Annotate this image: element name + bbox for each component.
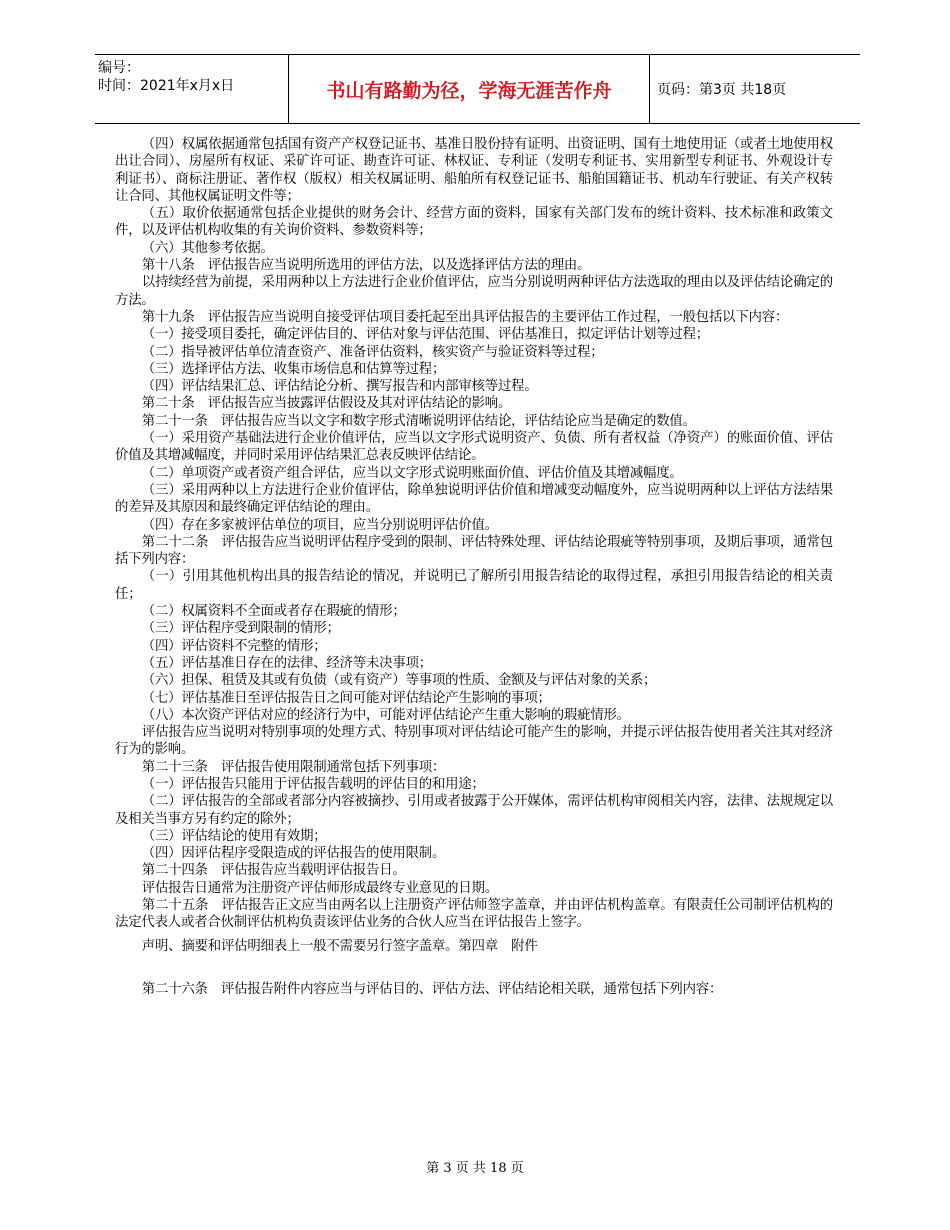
paragraph: （五）取价依据通常包括企业提供的财务会计、经营方面的资料，国家有关部门发布的统计资料、技术标准和政策文件，以及评估机构收集的有关询价资料、参数资料等；	[115, 206, 833, 239]
paragraph: （一）引用其他机构出具的报告结论的情况，并说明已了解所引用报告结论的取得过程，承担引用报告结论的相关责任；	[115, 569, 833, 602]
paragraph: （一）评估报告只能用于评估报告载明的评估目的和用途；	[141, 776, 485, 792]
paragraph: （四）权属依据通常包括国有资产产权登记证书、基准日股份持有证明、出资证明、国有土地使用证（或者土地使用权出让合同）、房屋所有权证、采矿许可证、勘查许可证、林权证、专利证（发明专利证书、实用新型专利证书、外观设计专利证书）、商标注册证、著作权（版权）相关权属证明、船舶所有权登记证书、船舶国籍证书、机动车行驶证、有关产权转让合同、其他权属证明文件等；	[115, 137, 833, 204]
paragraph: （四）存在多家被评估单位的项目，应当分别说明评估价值。	[141, 517, 498, 533]
paragraph: 第二十五条 评估报告正文应当由两名以上注册资产评估师签字盖章，并由评估机构盖章。有限责任公司制评估机构的法定代表人或者合伙制评估机构负责该评估业务的合伙人应当在评估报告上签字。	[115, 898, 833, 931]
paragraph: 评估报告应当说明对特别事项的处理方式、特别事项对评估结论可能产生的影响，并提示评估报告使用者关注其对经济行为的影响。	[115, 725, 833, 758]
paragraph: （三）评估程序受到限制的情形；	[141, 621, 340, 637]
paragraph: （二）权属资料不全面或者存在瑕疵的情形；	[141, 604, 406, 620]
paragraph: （五）评估基准日存在的法律、经济等未决事项；	[141, 655, 432, 671]
header-number-label: 编号：	[98, 60, 140, 76]
paragraph: 第二十三条 评估报告使用限制通常包括下列事项：	[141, 759, 446, 775]
paragraph: （六）其他参考依据。	[141, 240, 274, 256]
page-footer: 第 3 页 共 18 页	[426, 1161, 524, 1176]
paragraph: （六）担保、租赁及其或有负债（或有资产）等事项的性质、金额及与评估对象的关系；	[141, 673, 657, 689]
paragraph: 第二十六条 评估报告附件内容应当与评估目的、评估方法、评估结论相关联，通常包括下列内容：	[141, 981, 723, 997]
document-body	[115, 136, 833, 998]
paragraph: （一）采用资产基础法进行企业价值评估，应当以文字形式说明资产、负债、所有者权益（净资产）的账面价值、评估价值及其增减幅度，并同时采用评估结果汇总表反映评估结论。	[115, 431, 833, 464]
paragraph: 以持续经营为前提，采用两种以上方法进行企业价值评估，应当分别说明两种评估方法选取的理由以及评估结论确定的方法。	[115, 275, 833, 308]
paragraph: （八）本次资产评估对应的经济行为中，可能对评估结论产生重大影响的瑕疵情形。	[141, 707, 630, 723]
page-header	[95, 54, 860, 124]
paragraph: 第二十条 评估报告应当披露评估假设及其对评估结论的影响。	[141, 396, 512, 412]
paragraph: （四）因评估程序受限造成的评估报告的使用限制。	[141, 846, 446, 862]
paragraph: 第二十二条 评估报告应当说明评估程序受到的限制、评估特殊处理、评估结论瑕疵等特别事项，及期后事项，通常包括下列内容：	[115, 534, 833, 568]
paragraph: （二）单项资产或者资产组合评估，应当以文字形式说明账面价值、评估价值及其增减幅度。	[141, 465, 683, 481]
paragraph: （三）采用两种以上方法进行企业价值评估，除单独说明评估价值和增减变动幅度外，应当说明两种以上评估方法结果的差异及其原因和最终确定评估结论的理由。	[115, 482, 833, 516]
paragraph: （二）评估报告的全部或者部分内容被摘抄、引用或者披露于公开媒体，需评估机构审阅相关内容，法律、法规规定以及相关当事方另有约定的除外；	[115, 794, 833, 827]
header-meta	[98, 59, 283, 95]
paragraph: （二）指导被评估单位清查资产、准备评估资料，核实资产与验证资料等过程；	[141, 344, 604, 360]
paragraph: 第二十一条 评估报告应当以文字和数字形式清晰说明评估结论，评估结论应当是确定的数值。	[141, 413, 696, 429]
paragraph: 第十八条 评估报告应当说明所选用的评估方法，以及选择评估方法的理由。	[141, 258, 591, 274]
paragraph: （三）选择评估方法、收集市场信息和估算等过程；	[141, 361, 446, 377]
paragraph: 第二十四条 评估报告应当载明评估报告日。	[141, 863, 406, 879]
paragraph: （四）评估结果汇总、评估结论分析、撰写报告和内部审核等过程。	[141, 379, 538, 395]
paragraph: （三）评估结论的使用有效期；	[141, 828, 327, 844]
header-date-label: 时间：2021年x月x日	[98, 78, 235, 94]
paragraph: 声明、摘要和评估明细表上一般不需要另行签字盖章。第四章 附件	[141, 938, 538, 954]
paragraph: （一）接受项目委托，确定评估目的、评估对象与评估范围、评估基准日，拟定评估计划等过程；	[141, 327, 709, 343]
paragraph: （四）评估资料不完整的情形；	[141, 638, 327, 654]
paragraph: （七）评估基准日至评估报告日之间可能对评估结论产生影响的事项；	[141, 690, 551, 706]
header-page-number: 页码：第3页 共18页	[657, 82, 787, 98]
paragraph: 评估报告日通常为注册资产评估师形成最终专业意见的日期。	[141, 880, 498, 896]
paragraph: 第十九条 评估报告应当说明自接受评估项目委托起至出具评估报告的主要评估工作过程，一般包括以下内容：	[141, 309, 789, 325]
header-motto: 书山有路勤为径，学海无涯苦作舟	[288, 55, 650, 123]
